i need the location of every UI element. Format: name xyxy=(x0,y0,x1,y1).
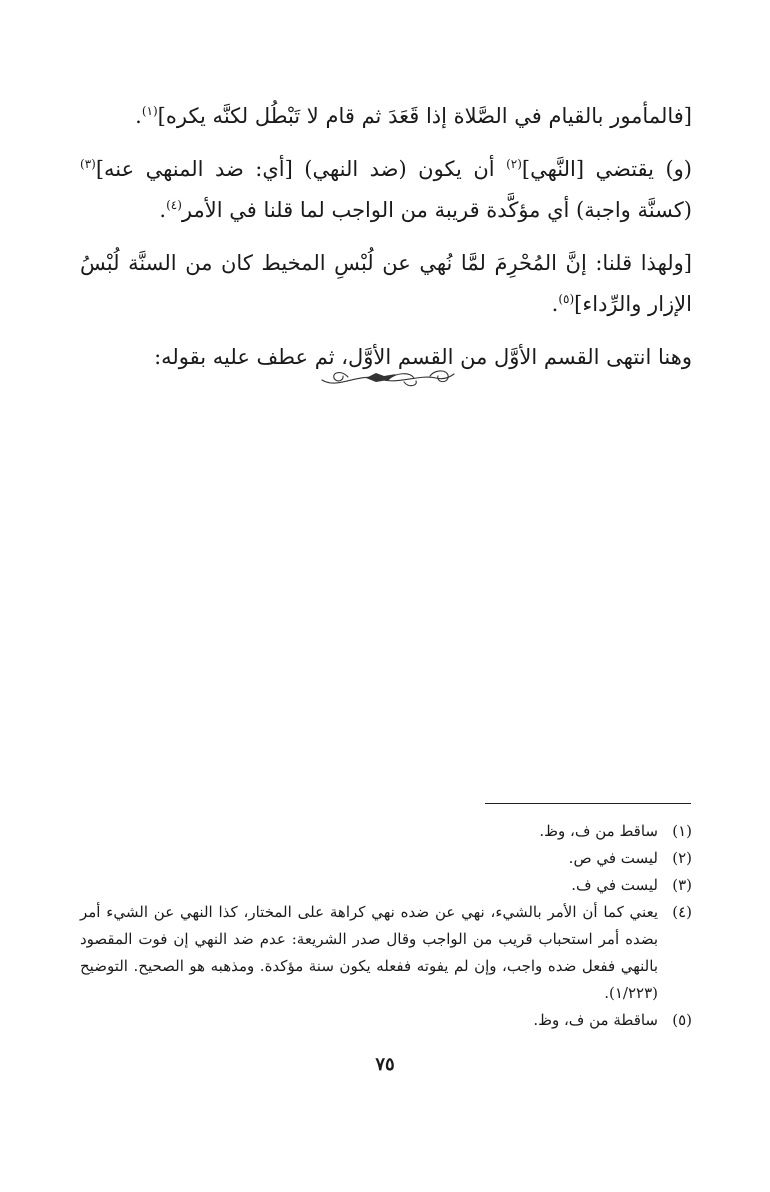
footnote-ref: (٢) xyxy=(506,157,522,171)
paragraph-text: وهنا انتهى القسم الأوَّل من القسم الأوَّل، ثم عطف عليه بقوله: xyxy=(154,345,692,369)
footnote-number: (٢) xyxy=(672,849,692,867)
footnote-ref: (٤) xyxy=(166,198,182,212)
footnotes xyxy=(80,818,692,1034)
paragraph-3 xyxy=(80,243,692,325)
footnote-text: ساقطة من ف، وظ. xyxy=(533,1011,658,1029)
footnote-number: (٥) xyxy=(672,1011,692,1029)
footnote-text: ليست في ص. xyxy=(568,849,658,867)
footnote-item xyxy=(80,899,692,1007)
paragraph-text: . xyxy=(159,198,167,222)
footnote-ref: (٣) xyxy=(80,157,96,171)
paragraph-text: [فالمأمور بالقيام في الصَّلاة إذا قَعَدَ ثم قام لا تَبْطُل لكنَّه يكره] xyxy=(157,104,692,128)
footnote-item xyxy=(80,872,692,899)
paragraph-text: [ولهذا قلنا: إنَّ المُحْرِمَ لمَّا نُهي عن لُبْسِ المخيط كان من السنَّة لُبْسُ الإزار والرِّداء] xyxy=(80,251,692,316)
paragraph-text: أن يكون (ضد النهي) [أي: ضد المنهي عنه] xyxy=(95,157,507,181)
paragraph-text: . xyxy=(135,104,142,128)
footnote-number: (١) xyxy=(672,822,692,840)
paragraph-2 xyxy=(80,149,692,231)
section-divider-ornament-icon xyxy=(318,368,458,390)
footnote-separator xyxy=(485,803,691,804)
footnote-number: (٤) xyxy=(672,903,692,921)
footnote-text: ساقط من ف، وظ. xyxy=(539,822,658,840)
footnote-text: ليست في ف. xyxy=(571,876,658,894)
paragraph-text: (و) يقتضي [النَّهي] xyxy=(521,157,692,181)
footnote-number: (٣) xyxy=(672,876,692,894)
footnote-item xyxy=(80,845,692,872)
footnote-text: يعني كما أن الأمر بالشيء، نهي عن ضده نهي كراهة على المختار، كذا النهي عن الشيء أمر بضده أمر استحباب قريب من الواجب وقال صدر الشريعة: عدم ضد النهي إن فوت المقصود بالنهي ففعل ضده واجب، وإن لم يفوته ففعله يكون سنة مؤكدة. ومذهبه هو الصحيح. التوضيح (١/٢٢٣). xyxy=(80,903,658,1002)
footnote-ref: (٥) xyxy=(558,292,575,306)
footnote-item xyxy=(80,1007,692,1034)
page-number: ٧٥ xyxy=(375,1054,395,1075)
paragraph-1 xyxy=(80,96,692,137)
paragraph-text: (كسنَّة واجبة) أي مؤكَّدة قريبة من الواجب لما قلنا في الأمر xyxy=(181,198,692,222)
footnote-ref: (١) xyxy=(141,104,158,118)
main-text xyxy=(80,96,692,390)
paragraph-text: . xyxy=(551,292,559,316)
footnote-item xyxy=(80,818,692,845)
